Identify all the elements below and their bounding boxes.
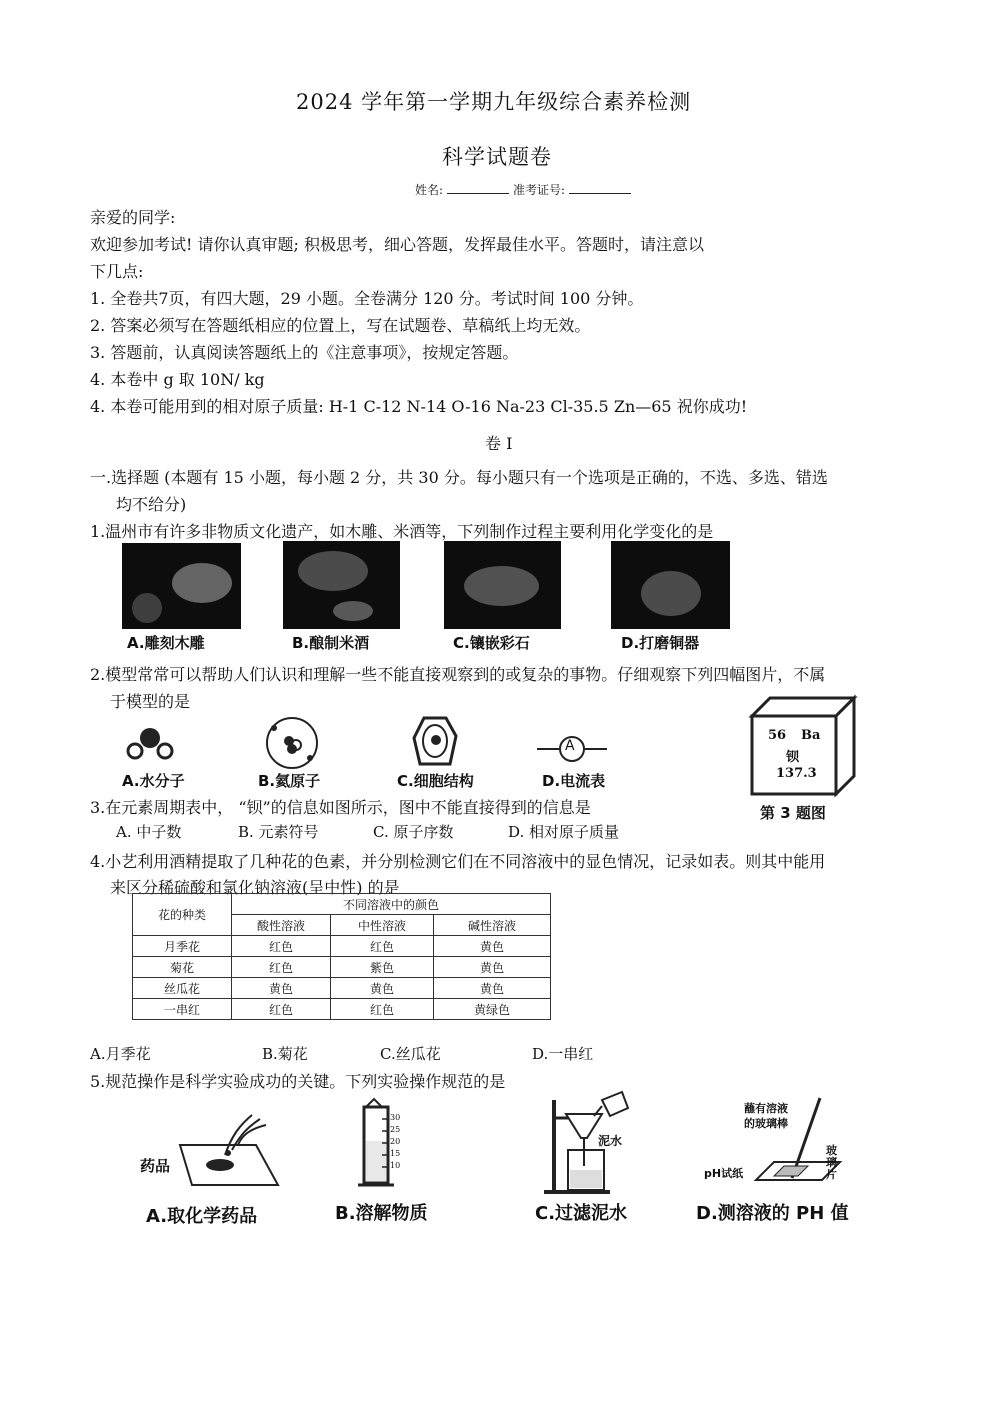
rod-label-1: 蘸有溶液 — [744, 1102, 788, 1115]
q2-stem-2: 于模型的是 — [110, 692, 191, 711]
flower-name: 丝瓜花 — [133, 978, 232, 999]
helium-atom-model — [262, 714, 322, 772]
cell-structure-model — [412, 716, 458, 768]
ph-paper-label: pH试纸 — [704, 1167, 744, 1180]
q3-option-b: B. 元素符号 — [238, 823, 319, 841]
q1-stem: 1.温州市有许多非物质文化遗产，如木雕、米酒等，下列制作过程主要利用化学变化的是 — [90, 522, 714, 541]
q4-option-c: C.丝瓜花 — [380, 1045, 441, 1063]
q1-option-d: D.打磨铜器 — [621, 634, 700, 652]
flower-name: 月季花 — [133, 936, 232, 957]
q3-option-c: C. 原子序数 — [373, 823, 454, 841]
q4-stem-1: 4.小艺利用酒精提取了几种花的色素，并分别检测它们在不同溶液中的显色情况，记录如表。则其中能用 — [90, 852, 826, 871]
barium-element-cube — [752, 696, 856, 798]
note-2: 2. 答案必须写在答题纸相应的位置上，写在试题卷、草稿纸上均无效。 — [90, 316, 591, 335]
header-acid: 酸性溶液 — [232, 915, 331, 936]
taking-chemical-drawing — [170, 1105, 280, 1195]
table-cell: 黄绿色 — [434, 999, 551, 1020]
tick-30: 30 — [390, 1113, 401, 1122]
table-row — [133, 936, 551, 957]
element-number: 56 — [768, 728, 787, 743]
id-label: 准考证号: — [513, 183, 566, 197]
mud-water-label: 泥水 — [598, 1134, 623, 1148]
flower-name: 菊花 — [133, 957, 232, 978]
table-row — [133, 999, 551, 1020]
q1-option-b: B.酿制米酒 — [292, 634, 370, 652]
filtration-drawing — [540, 1092, 640, 1196]
name-label: 姓名: — [415, 183, 444, 197]
name-id-line — [415, 181, 635, 198]
table-cell: 黄色 — [232, 978, 331, 999]
note-4: 4. 本卷中 g 取 10N/ kg — [90, 370, 265, 389]
q5-option-c: C.过滤泥水 — [535, 1203, 628, 1224]
q2-stem-1: 2.模型常常可以帮助人们认识和理解一些不能直接观察到的或复杂的事物。仔细观察下列四幅图片，不属 — [90, 665, 826, 684]
q2-option-d: D.电流表 — [542, 772, 606, 790]
element-symbol: Ba — [801, 728, 821, 743]
table-row — [133, 978, 551, 999]
q2-option-b: B.氦原子 — [258, 772, 321, 790]
copper-polish-photo — [611, 541, 730, 629]
table-row — [133, 957, 551, 978]
table-cell: 红色 — [232, 936, 331, 957]
element-name: 钡 — [786, 750, 800, 765]
q4-stem-2: 来区分稀硫酸和氯化钠溶液(呈中性) 的是 — [110, 878, 400, 897]
glass-slide-label: 玻璃片 — [826, 1144, 837, 1181]
table-cell: 红色 — [232, 999, 331, 1020]
id-blank — [569, 182, 631, 194]
note-1: 1. 全卷共7页，有四大题，29 小题。全卷满分 120 分。考试时间 100 分钟。 — [90, 289, 644, 308]
note-3: 3. 答题前，认真阅读答题纸上的《注意事项》，按规定答题。 — [90, 343, 519, 362]
drug-label: 药品 — [140, 1157, 171, 1175]
table-cell: 黄色 — [331, 978, 434, 999]
q3-stem: 3.在元素周期表中， “钡”的信息如图所示，图中不能直接得到的信息是 — [90, 798, 591, 817]
q5-option-a: A.取化学药品 — [146, 1206, 258, 1227]
paper-subtitle: 科学试题卷 — [442, 145, 552, 169]
section-heading-2: 均不给分) — [116, 495, 187, 514]
element-mass: 137.3 — [776, 766, 817, 781]
q5-stem: 5.规范操作是科学实验成功的关键。下列实验操作规范的是 — [90, 1072, 506, 1091]
rice-wine-photo — [283, 541, 400, 629]
tick-20: 20 — [390, 1137, 401, 1146]
flower-color-table — [132, 893, 551, 1020]
volume-label: 卷 I — [485, 434, 513, 453]
table-cell: 红色 — [331, 999, 434, 1020]
q4-option-b: B.菊花 — [262, 1045, 308, 1063]
q5-option-b: B.溶解物质 — [335, 1203, 428, 1224]
q3-option-d: D. 相对原子质量 — [508, 823, 620, 841]
table-cell: 黄色 — [434, 978, 551, 999]
mosaic-stone-photo — [444, 541, 561, 629]
header-flower-type: 花的种类 — [133, 894, 232, 936]
table-cell: 黄色 — [434, 936, 551, 957]
q2-option-a: A.水分子 — [122, 772, 185, 790]
header-colors: 不同溶液中的颜色 — [232, 894, 551, 915]
rod-label-2: 的玻璃棒 — [744, 1117, 788, 1130]
q3-option-a: A. 中子数 — [116, 823, 182, 841]
q2-option-c: C.细胞结构 — [397, 772, 474, 790]
q1-option-a: A.雕刻木雕 — [127, 634, 205, 652]
exam-title: 2024 学年第一学期九年级综合素养检测 — [296, 90, 692, 114]
section-heading-1: 一.选择题 (本题有 15 小题，每小题 2 分，共 30 分。每小题只有一个选项是正确的，不选、多选、错选 — [90, 468, 828, 487]
q4-option-a: A.月季花 — [90, 1045, 151, 1063]
water-molecule-model — [125, 724, 175, 764]
tick-15: 15 — [390, 1149, 401, 1158]
header-neutral: 中性溶液 — [331, 915, 434, 936]
name-blank — [447, 182, 509, 194]
table-cell: 红色 — [331, 936, 434, 957]
table-header-row — [133, 894, 551, 915]
flower-name: 一串红 — [133, 999, 232, 1020]
figure-3-caption: 第 3 题图 — [760, 804, 826, 822]
tick-10: 10 — [390, 1161, 401, 1170]
greeting: 亲爱的同学: — [90, 208, 176, 227]
q1-option-c: C.镶嵌彩石 — [453, 634, 530, 652]
ammeter-letter: A — [565, 738, 575, 754]
q5-option-d: D.测溶液的 PH 值 — [696, 1203, 849, 1224]
q4-option-d: D.一串红 — [532, 1045, 594, 1063]
measuring-cylinder-drawing — [352, 1097, 412, 1193]
welcome-line-2: 下几点: — [90, 262, 144, 281]
tick-25: 25 — [390, 1125, 401, 1134]
note-5: 4. 本卷可能用到的相对原子质量: H-1 C-12 N-14 O-16 Na-23 Cl-35.5 Zn—65 祝你成功! — [90, 397, 748, 416]
table-cell: 黄色 — [434, 957, 551, 978]
woodcarving-photo — [122, 543, 241, 629]
table-cell: 红色 — [232, 957, 331, 978]
header-alkaline: 碱性溶液 — [434, 915, 551, 936]
welcome-line-1: 欢迎参加考试! 请你认真审题; 积极思考，细心答题，发挥最佳水平。答题时，请注意以 — [90, 235, 704, 254]
table-cell: 紫色 — [331, 957, 434, 978]
